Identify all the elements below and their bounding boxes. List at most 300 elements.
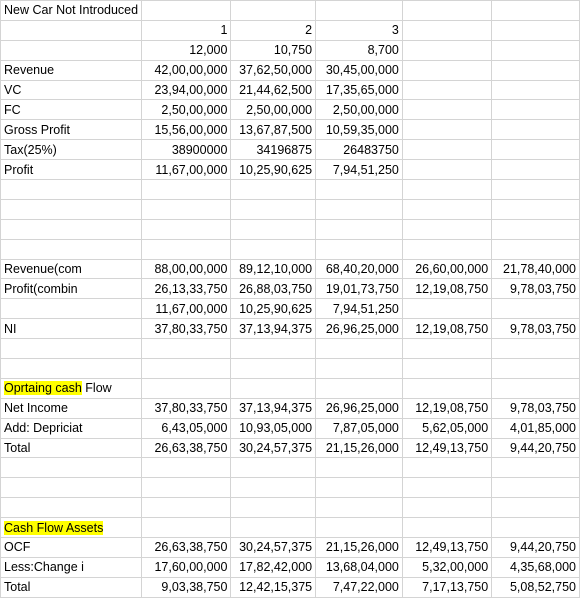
cell-text: 12,49,13,750 [415, 540, 489, 555]
cell[interactable] [316, 180, 403, 200]
cell[interactable] [231, 20, 316, 40]
cell[interactable] [402, 40, 491, 60]
cell[interactable] [231, 40, 316, 60]
cell[interactable] [1, 418, 142, 438]
cell[interactable] [492, 359, 580, 379]
cell[interactable] [142, 538, 231, 558]
cell[interactable] [142, 577, 231, 597]
spreadsheet-row [1, 478, 580, 498]
cell[interactable] [402, 120, 491, 140]
cell-text: 6,43,05,000 [161, 421, 228, 436]
cell[interactable] [316, 378, 403, 398]
cell-text: 12,19,08,750 [415, 321, 489, 336]
cell-text: 12,49,13,750 [415, 441, 489, 456]
cell[interactable] [142, 1, 231, 21]
cell[interactable] [1, 100, 142, 120]
cell[interactable] [142, 219, 231, 239]
cell-text: 30,24,57,375 [239, 540, 313, 555]
spreadsheet-row [1, 577, 580, 597]
cell[interactable] [142, 557, 231, 577]
cell[interactable] [492, 259, 580, 279]
spreadsheet-row [1, 239, 580, 259]
cell[interactable] [402, 577, 491, 597]
cell[interactable] [231, 259, 316, 279]
cell[interactable] [1, 339, 142, 359]
cell[interactable] [492, 378, 580, 398]
cell-text: 17,60,00,000 [154, 560, 228, 575]
cell[interactable] [231, 339, 316, 359]
cell-text: 10,25,90,625 [239, 301, 313, 316]
cell[interactable] [142, 259, 231, 279]
cell[interactable] [1, 359, 142, 379]
cell[interactable] [316, 359, 403, 379]
cell[interactable] [1, 378, 142, 398]
cell[interactable] [316, 259, 403, 279]
cell-text: 26,88,03,750 [239, 281, 313, 296]
cell[interactable] [492, 418, 580, 438]
cell[interactable] [142, 339, 231, 359]
cell[interactable] [492, 279, 580, 299]
cell-text: 21,15,26,000 [325, 540, 399, 555]
cell[interactable] [402, 239, 491, 259]
cell-text: 11,67,00,000 [155, 301, 228, 316]
cell[interactable] [316, 60, 403, 80]
cell[interactable] [231, 478, 316, 498]
cell[interactable] [492, 239, 580, 259]
cell-text: 5,32,00,000 [422, 560, 489, 575]
cell-text: 2,50,00,000 [332, 102, 399, 117]
cell[interactable] [142, 458, 231, 478]
cell[interactable] [231, 1, 316, 21]
cell[interactable] [1, 557, 142, 577]
cell-text: 21,15,26,000 [325, 441, 399, 456]
cell-text: 26,96,25,000 [325, 401, 399, 416]
cell[interactable] [402, 418, 491, 438]
cell[interactable] [402, 458, 491, 478]
spreadsheet-row [1, 398, 580, 418]
cell[interactable] [492, 557, 580, 577]
spreadsheet-row [1, 319, 580, 339]
cell[interactable] [402, 299, 491, 319]
cell[interactable] [316, 20, 403, 40]
cell[interactable] [142, 518, 231, 538]
cell[interactable] [142, 100, 231, 120]
spreadsheet-row [1, 100, 580, 120]
cell[interactable] [142, 80, 231, 100]
cell[interactable] [316, 418, 403, 438]
cell[interactable] [316, 40, 403, 60]
cell-text: 12,19,08,750 [415, 281, 489, 296]
cell[interactable] [231, 219, 316, 239]
cell[interactable] [1, 398, 142, 418]
cell[interactable] [142, 60, 231, 80]
cell[interactable] [492, 40, 580, 60]
cell-text: 7,17,13,750 [422, 580, 489, 595]
cell[interactable] [1, 1, 142, 21]
cell[interactable] [231, 279, 316, 299]
cell-text: 26483750 [343, 142, 399, 157]
cell[interactable] [1, 80, 142, 100]
cell[interactable] [231, 557, 316, 577]
cell[interactable] [231, 418, 316, 438]
cell[interactable] [402, 219, 491, 239]
cell[interactable] [492, 1, 580, 21]
spreadsheet-row [1, 80, 580, 100]
cell[interactable] [1, 279, 142, 299]
cell[interactable] [402, 319, 491, 339]
spreadsheet-row [1, 219, 580, 239]
cell-text: 5,62,05,000 [422, 421, 489, 436]
cell-text: 37,13,94,375 [239, 401, 313, 416]
spreadsheet-row [1, 120, 580, 140]
cell-text: 37,80,33,750 [154, 401, 228, 416]
cell[interactable] [316, 518, 403, 538]
cell[interactable] [492, 140, 580, 160]
cell[interactable] [1, 319, 142, 339]
cell[interactable] [1, 180, 142, 200]
cell[interactable] [142, 160, 231, 180]
cell[interactable] [316, 239, 403, 259]
cell[interactable] [142, 120, 231, 140]
cell-text: FC [4, 102, 21, 117]
cell-text: 21,78,40,000 [503, 262, 576, 277]
cell-text: 37,62,50,000 [239, 63, 313, 78]
cell[interactable] [231, 438, 316, 458]
cell-text: 37,80,33,750 [154, 321, 228, 336]
cell[interactable] [316, 199, 403, 219]
cell[interactable] [402, 438, 491, 458]
cell[interactable] [316, 319, 403, 339]
cell[interactable] [231, 180, 316, 200]
cell-text: Tax(25%) [4, 142, 57, 157]
cell[interactable] [402, 279, 491, 299]
cell[interactable] [492, 80, 580, 100]
cell-text: Total [4, 441, 31, 456]
cell[interactable] [1, 458, 142, 478]
cell-text: 26,63,38,750 [154, 540, 228, 555]
cell[interactable] [231, 100, 316, 120]
cell[interactable] [316, 577, 403, 597]
cell[interactable] [492, 458, 580, 478]
cell[interactable] [1, 577, 142, 597]
cell-text: 1 [220, 23, 228, 38]
cell-text: 10,93,05,000 [239, 421, 313, 436]
cell-text: 8,700 [367, 43, 399, 58]
cell-text: 2 [305, 23, 313, 38]
spreadsheet-row [1, 378, 580, 398]
cell[interactable] [231, 518, 316, 538]
cell-text: 10,750 [273, 43, 313, 58]
spreadsheet-row [1, 199, 580, 219]
spreadsheet-row [1, 498, 580, 518]
cell[interactable] [402, 100, 491, 120]
cell[interactable] [316, 160, 403, 180]
cell-text: 88,00,00,000 [154, 262, 228, 277]
cell[interactable] [142, 398, 231, 418]
cell[interactable] [1, 478, 142, 498]
cell[interactable] [492, 199, 580, 219]
cell-text: 30,24,57,375 [239, 441, 313, 456]
cell[interactable] [1, 518, 142, 538]
cell[interactable] [1, 60, 142, 80]
cell[interactable] [492, 538, 580, 558]
cell-text: 26,13,33,750 [154, 281, 228, 296]
cell[interactable] [1, 20, 142, 40]
cell[interactable] [142, 180, 231, 200]
cell[interactable] [492, 478, 580, 498]
cell[interactable] [231, 498, 316, 518]
cell[interactable] [231, 319, 316, 339]
cell-text: Revenue [4, 63, 55, 78]
cell[interactable] [402, 518, 491, 538]
cell[interactable] [492, 160, 580, 180]
cell[interactable] [492, 319, 580, 339]
cell[interactable] [316, 339, 403, 359]
cell[interactable] [402, 180, 491, 200]
cell[interactable] [1, 199, 142, 219]
spreadsheet-row [1, 140, 580, 160]
cell-text: 12,000 [189, 43, 228, 58]
cell-text: 15,56,00,000 [154, 122, 228, 137]
spreadsheet-row [1, 20, 580, 40]
cell[interactable] [231, 398, 316, 418]
cell[interactable] [142, 378, 231, 398]
cell[interactable] [142, 498, 231, 518]
cell-text: 9,44,20,750 [509, 540, 576, 555]
cell[interactable] [1, 259, 142, 279]
cell[interactable] [231, 80, 316, 100]
cell[interactable] [492, 120, 580, 140]
spreadsheet-row [1, 557, 580, 577]
cell-text: 23,94,00,000 [154, 83, 228, 97]
cell[interactable] [142, 199, 231, 219]
spreadsheet-row [1, 359, 580, 379]
cell-text: Net Income [4, 401, 68, 416]
cell-text: 38900000 [171, 142, 228, 157]
cell[interactable] [1, 219, 142, 239]
cell-text: 10,59,35,000 [325, 122, 399, 137]
cell-text: Add: Depriciat [4, 421, 83, 436]
cell-text: 17,35,65,000 [325, 83, 399, 97]
cell-text: NI [4, 321, 17, 336]
cell[interactable] [402, 160, 491, 180]
cell-text: 21,44,62,500 [239, 83, 313, 97]
cell[interactable] [231, 299, 316, 319]
cell-text: 89,12,10,000 [239, 262, 313, 277]
cell[interactable] [316, 438, 403, 458]
cell[interactable] [316, 458, 403, 478]
cell[interactable] [142, 319, 231, 339]
cell[interactable] [231, 140, 316, 160]
spreadsheet-row [1, 259, 580, 279]
cell-text: 9,78,03,750 [509, 321, 576, 336]
cell[interactable] [402, 60, 491, 80]
spreadsheet-row [1, 538, 580, 558]
cell[interactable] [231, 199, 316, 219]
cell[interactable] [316, 478, 403, 498]
spreadsheet-row [1, 160, 580, 180]
cell-text: 12,42,15,375 [239, 580, 313, 595]
cell[interactable] [1, 299, 142, 319]
cell[interactable] [492, 100, 580, 120]
cell[interactable] [492, 180, 580, 200]
cell[interactable] [1, 40, 142, 60]
cell[interactable] [402, 259, 491, 279]
cell[interactable] [316, 538, 403, 558]
cell[interactable] [231, 458, 316, 478]
cell[interactable] [1, 120, 142, 140]
cell-text: 10,25,90,625 [239, 162, 313, 177]
cell[interactable] [316, 1, 403, 21]
cell[interactable] [231, 120, 316, 140]
cell[interactable] [142, 40, 231, 60]
cell[interactable] [492, 518, 580, 538]
cell-text: 13,68,04,000 [325, 560, 399, 575]
cell[interactable] [492, 577, 580, 597]
cell[interactable] [316, 219, 403, 239]
cell[interactable] [402, 140, 491, 160]
cell-text: 30,45,00,000 [325, 63, 399, 78]
cell-text: 42,00,00,000 [154, 63, 228, 78]
spreadsheet-row [1, 339, 580, 359]
cell-text: 5,08,52,750 [509, 580, 576, 595]
cell-text: Profit(combin [4, 281, 78, 296]
cell[interactable] [142, 418, 231, 438]
cell[interactable] [231, 160, 316, 180]
spreadsheet-row [1, 1, 580, 21]
highlighted-text: Cash Flow Assets [4, 520, 104, 535]
cell-text: 9,78,03,750 [509, 281, 576, 296]
cell-text: 2,50,00,000 [246, 102, 313, 117]
cell-text: 68,40,20,000 [325, 262, 399, 277]
cell[interactable] [492, 339, 580, 359]
cell[interactable] [402, 80, 491, 100]
cell[interactable] [402, 478, 491, 498]
cell[interactable] [142, 299, 231, 319]
cell-text: 17,82,42,000 [239, 560, 313, 575]
spreadsheet-row [1, 60, 580, 80]
cell[interactable] [402, 199, 491, 219]
cell[interactable] [1, 140, 142, 160]
cell[interactable] [492, 299, 580, 319]
cell-text: Profit [4, 162, 34, 177]
cell[interactable] [1, 438, 142, 458]
cell[interactable] [142, 438, 231, 458]
cell[interactable] [492, 20, 580, 40]
cell-text: 34196875 [256, 142, 313, 157]
cell-text: 3 [391, 23, 399, 38]
cell[interactable] [402, 557, 491, 577]
cell-text: 9,78,03,750 [509, 401, 576, 416]
cell[interactable] [402, 538, 491, 558]
cell[interactable] [142, 20, 231, 40]
cell[interactable] [316, 279, 403, 299]
cell[interactable] [1, 239, 142, 259]
cell-text: 7,94,51,250 [332, 162, 399, 177]
cell-text: 19,01,73,750 [325, 281, 399, 296]
cell[interactable] [492, 498, 580, 518]
cell-text: New Car Not Introduced [4, 3, 139, 18]
cell[interactable] [316, 80, 403, 100]
cell-text: 7,47,22,000 [332, 580, 399, 595]
cell[interactable] [316, 100, 403, 120]
cell[interactable] [402, 1, 491, 21]
cell[interactable] [316, 120, 403, 140]
spreadsheet-row [1, 180, 580, 200]
cell[interactable] [231, 577, 316, 597]
cell[interactable] [492, 398, 580, 418]
cell-text: 26,96,25,000 [325, 321, 399, 336]
cell-text: 9,03,38,750 [161, 580, 228, 595]
cell-text: Flow [81, 381, 112, 396]
cell-text: 4,01,85,000 [509, 421, 576, 436]
cell-text: 13,67,87,500 [239, 122, 313, 137]
cell[interactable] [231, 60, 316, 80]
cell[interactable] [316, 398, 403, 418]
cell[interactable] [142, 140, 231, 160]
spreadsheet-row [1, 458, 580, 478]
cell[interactable] [402, 378, 491, 398]
cell[interactable] [142, 478, 231, 498]
cell[interactable] [231, 378, 316, 398]
spreadsheet-row [1, 438, 580, 458]
cell[interactable] [402, 398, 491, 418]
cell-text: Total [4, 580, 31, 595]
cell[interactable] [231, 359, 316, 379]
cell-text: 26,60,00,000 [415, 262, 489, 277]
cell[interactable] [142, 359, 231, 379]
cell[interactable] [402, 20, 491, 40]
cell-text: 11,67,00,000 [155, 162, 228, 177]
cell[interactable] [1, 538, 142, 558]
highlighted-text: Oprtaing cash [4, 381, 82, 396]
spreadsheet-row [1, 40, 580, 60]
cell[interactable] [1, 160, 142, 180]
spreadsheet-row [1, 299, 580, 319]
cell[interactable] [231, 239, 316, 259]
cell-text: 37,13,94,375 [239, 321, 313, 336]
cell[interactable] [492, 219, 580, 239]
cell[interactable] [316, 299, 403, 319]
cell[interactable] [316, 498, 403, 518]
spreadsheet-row [1, 279, 580, 299]
cell-text: OCF [4, 540, 31, 555]
cell[interactable] [231, 538, 316, 558]
cell[interactable] [1, 498, 142, 518]
cell-text: Less:Change i [4, 560, 84, 575]
cell[interactable] [492, 60, 580, 80]
cell-text: 12,19,08,750 [415, 401, 489, 416]
cell-text: 7,94,51,250 [332, 301, 399, 316]
cell-text: Revenue(com [4, 262, 82, 277]
cell-text: 7,87,05,000 [332, 421, 399, 436]
cell-text: 4,35,68,000 [509, 560, 576, 575]
cell-text: 26,63,38,750 [154, 441, 228, 456]
cell[interactable] [142, 279, 231, 299]
cell[interactable] [492, 438, 580, 458]
cell-text: VC [4, 83, 22, 97]
cell[interactable] [402, 498, 491, 518]
cell-text: Gross Profit [4, 122, 70, 137]
spreadsheet-row [1, 518, 580, 538]
cell[interactable] [402, 339, 491, 359]
cell[interactable] [316, 140, 403, 160]
cell-text: 9,44,20,750 [509, 441, 576, 456]
cell-text: 2,50,00,000 [161, 102, 228, 117]
cell[interactable] [142, 239, 231, 259]
cell[interactable] [402, 359, 491, 379]
cell[interactable] [316, 557, 403, 577]
